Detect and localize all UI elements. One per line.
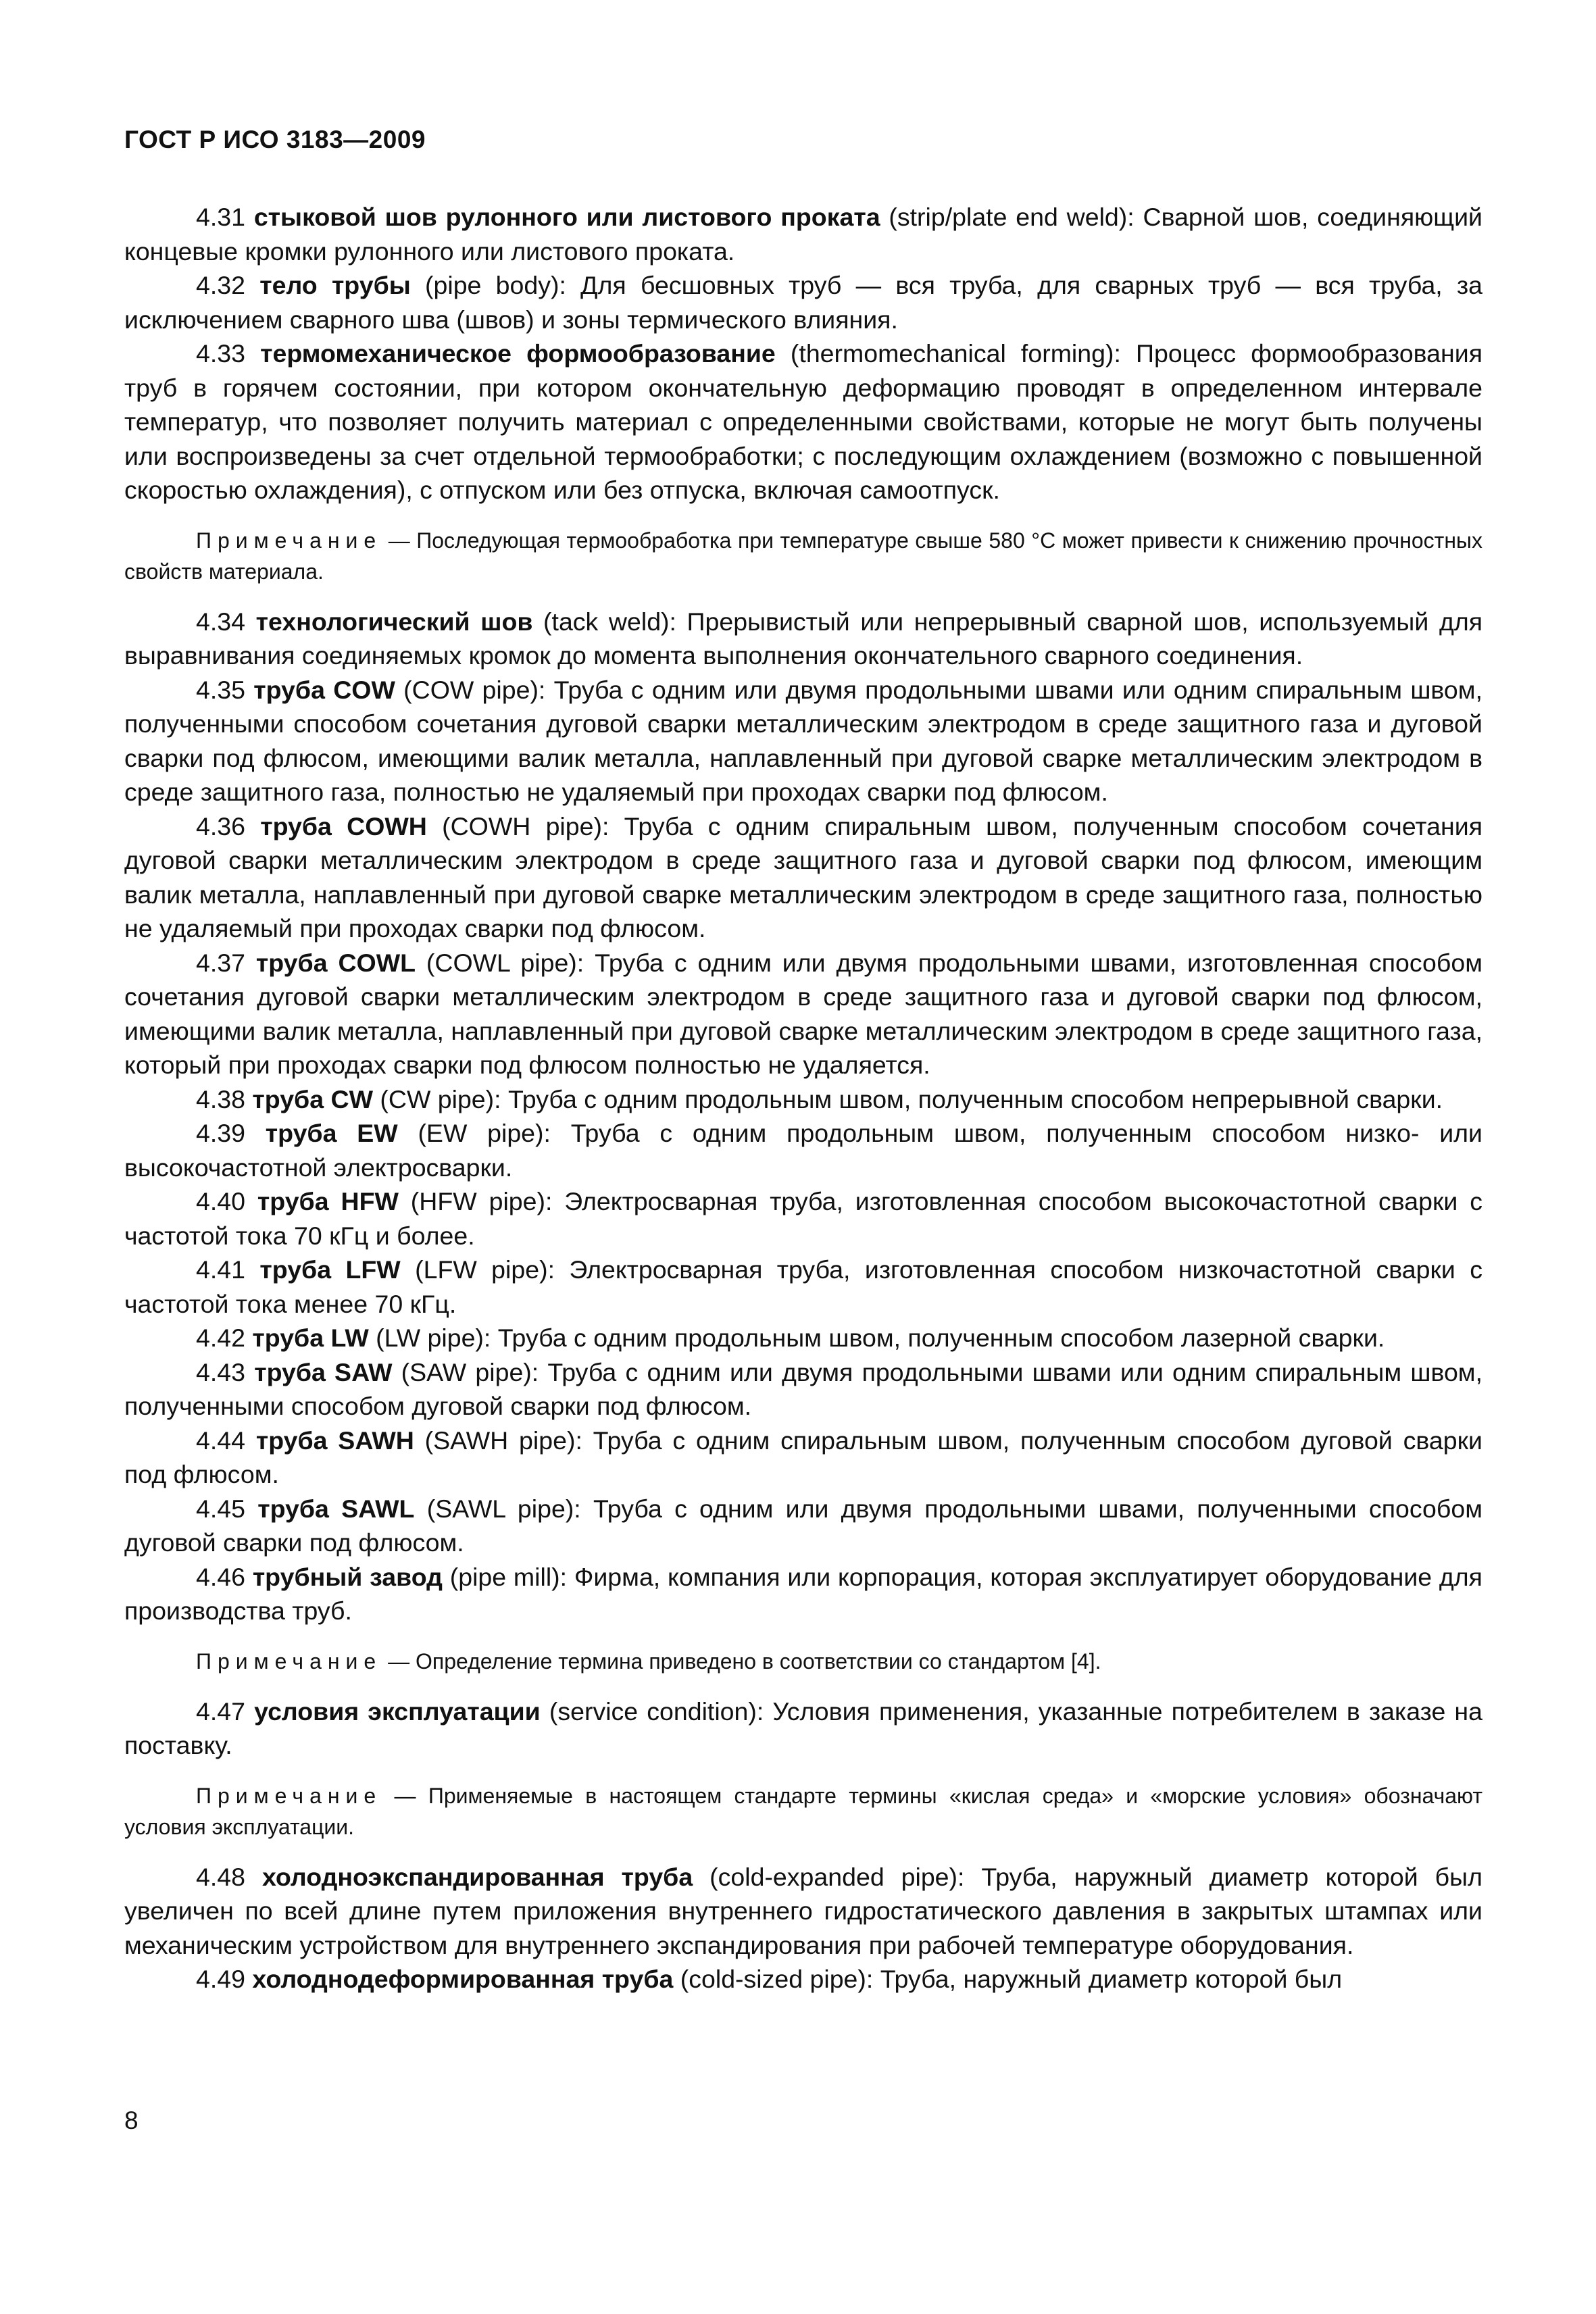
term-name: труба LW — [252, 1324, 369, 1352]
clause-number: 4.36 — [196, 811, 245, 840]
clause-number: 4.41 — [196, 1255, 245, 1284]
definition-paragraph — [124, 673, 1482, 809]
term-name: холодноэкспандированная труба — [261, 1862, 693, 1891]
definition-paragraph — [124, 809, 1482, 946]
definition-paragraph — [124, 1492, 1482, 1560]
document-header: ГОСТ Р ИСО 3183—2009 — [124, 126, 426, 153]
term-name: труба LFW — [259, 1255, 401, 1284]
term-definition: (service condition): Условия применения, указанные потребителем в заказе на поставку. — [124, 1696, 1483, 1759]
term-definition: (thermomechanical forming): Процесс формообразования труб в горячем состоянии, при котором окончательную деформацию проводят в определенном интервале температур, что позволяет получить материал с определенными свойствами, которые не могут быть получены или воспроизведены за счет отдельной термообработки; с последующим охлаждением (возможно с повышенной скоростью охлаждения), с отпуском или без отпуска, включая самоотпуск. — [124, 339, 1482, 504]
term-name: термомеханическое формообразование — [260, 339, 776, 368]
term-definition: (tack weld): Прерывистый или непрерывный сварной шов, используемый для выравнивания соединяемых кромок до момента выполнения окончательного сварного соединения. — [124, 607, 1483, 670]
term-definition: (strip/plate end weld): Сварной шов, соединяющий концевые кромки рулонного или листового проката. — [124, 203, 1482, 266]
term-definition: (SAW pipe): Труба с одним или двумя продольными швами или одним спиральным швом, полученными способом дуговой сварки под флюсом. — [124, 1357, 1482, 1420]
clause-number: 4.39 — [196, 1119, 245, 1147]
clause-number: 4.34 — [196, 607, 245, 636]
term-name: труба COWH — [260, 811, 427, 840]
term-definition: (COW pipe): Труба с одним или двумя продольными швами или одним спиральным швом, полученными способом сочетания дуговой сварки металлическим электродом в среде защитного газа и дуговой сварки под флюсом, имеющими валик металла, наплавленный при дуговой сварке металлическим электродом в среде защитного газа, полностью не удаляемый при проходах сварки под флюсом. — [124, 675, 1482, 806]
definition-paragraph — [124, 1116, 1482, 1184]
clause-number: 4.43 — [196, 1357, 245, 1386]
clause-number: 4.44 — [196, 1426, 245, 1455]
clause-number: 4.47 — [196, 1696, 245, 1726]
definition-paragraph — [124, 1424, 1482, 1492]
definition-paragraph — [124, 1321, 1482, 1355]
clause-number: 4.32 — [196, 271, 245, 299]
definition-paragraph — [124, 1860, 1482, 1963]
clause-number: 4.33 — [196, 339, 245, 368]
term-definition: (cold-expanded pipe): Труба, наружный диаметр которой был увеличен по всей длине путем приложения внутреннего гидростатического давления в закрытых штампах или механическим устройством для внутреннего экспандирования при рабочей температуре оборудования. — [124, 1862, 1482, 1959]
document-body — [124, 200, 1482, 1996]
definition-paragraph — [124, 1694, 1482, 1763]
clause-number: 4.35 — [196, 675, 245, 704]
term-name: труба SAW — [254, 1357, 393, 1386]
clause-number: 4.49 — [196, 1965, 245, 1993]
term-definition: (EW pipe): Труба с одним продольным швом, полученным способом низко- или высокочастотной электросварки. — [124, 1119, 1483, 1182]
term-definition: (pipe mill): Фирма, компания или корпорация, которая эксплуатирует оборудование для производства труб. — [124, 1562, 1482, 1625]
definition-paragraph — [124, 1184, 1482, 1253]
note-label: Примечание — [196, 528, 382, 553]
definition-paragraph — [124, 1253, 1482, 1321]
note-paragraph — [124, 1780, 1482, 1842]
clause-number: 4.38 — [196, 1084, 245, 1113]
term-name: труба EW — [265, 1119, 398, 1147]
term-definition: (SAWL pipe): Труба с одним или двумя продольными швами, полученными способом дуговой сварки под флюсом. — [124, 1494, 1483, 1557]
term-name: труба COWL — [255, 948, 416, 977]
note-text: — Последующая термообработка при температуре свыше 580 °С может привести к снижению прочностных свойств материала. — [124, 528, 1482, 584]
note-text: — Применяемые в настоящем стандарте термины «кислая среда» и «морские условия» обозначают условия эксплуатации. — [124, 1783, 1482, 1839]
term-name: тело трубы — [259, 271, 411, 299]
definition-paragraph — [124, 268, 1482, 336]
term-name: технологический шов — [255, 607, 533, 636]
clause-number: 4.46 — [196, 1562, 245, 1591]
note-label: Примечание — [196, 1649, 382, 1674]
clause-number: 4.48 — [196, 1862, 245, 1891]
term-definition: (COWL pipe): Труба с одним или двумя продольными швами, изготовленная способом сочетания дуговой сварки металлическим электродом в среде защитного газа и дуговой сварки под флюсом, имеющими валик металла, наплавленный при дуговой сварке металлическим электродом в среде защитного газа, который при проходах сварки под флюсом полностью не удаляется. — [124, 948, 1483, 1079]
term-definition: (LFW pipe): Электросварная труба, изготовленная способом низкочастотной сварки с частотой тока менее 70 кГц. — [124, 1255, 1483, 1318]
term-definition: (HFW pipe): Электросварная труба, изготовленная способом высокочастотной сварки с частотой тока 70 кГц и более. — [124, 1187, 1482, 1250]
definition-paragraph — [124, 200, 1482, 268]
term-name: труба SAWH — [255, 1426, 414, 1455]
term-definition: (CW pipe): Труба с одним продольным швом, полученным способом непрерывной сварки. — [372, 1084, 1443, 1113]
clause-number: 4.37 — [196, 948, 245, 977]
note-paragraph — [124, 1646, 1482, 1677]
term-definition: (LW pipe): Труба с одним продольным швом, полученным способом лазерной сварки. — [368, 1324, 1385, 1352]
term-name: труба CW — [252, 1084, 373, 1113]
clause-number: 4.40 — [196, 1187, 245, 1215]
note-label: Примечание — [196, 1783, 382, 1808]
clause-number: 4.45 — [196, 1494, 245, 1523]
definition-paragraph — [124, 1355, 1482, 1424]
note-paragraph — [124, 525, 1482, 587]
term-name: холоднодеформированная труба — [252, 1965, 674, 1993]
definition-paragraph — [124, 1962, 1482, 1996]
term-definition: (cold-sized pipe): Труба, наружный диаметр которой был — [673, 1965, 1343, 1993]
term-name: стыковой шов рулонного или листового проката — [253, 203, 880, 231]
definition-paragraph — [124, 605, 1482, 673]
term-name: труба COW — [253, 675, 395, 704]
definition-paragraph — [124, 336, 1482, 507]
clause-number: 4.31 — [196, 203, 245, 231]
term-name: труба HFW — [257, 1187, 399, 1215]
clause-number: 4.42 — [196, 1324, 245, 1352]
definition-paragraph — [124, 1560, 1482, 1628]
definition-paragraph — [124, 1082, 1482, 1117]
term-name: трубный завод — [252, 1562, 443, 1591]
term-definition: (SAWH pipe): Труба с одним спиральным швом, полученным способом дуговой сварки под флюсом. — [124, 1426, 1482, 1488]
term-name: условия эксплуатации — [254, 1696, 541, 1726]
page-number: 8 — [124, 2107, 139, 2134]
term-name: труба SAWL — [257, 1494, 415, 1523]
term-definition: (COWH pipe): Труба с одним спиральным швом, полученным способом сочетания дуговой сварки металлическим электродом в среде защитного газа и дуговой сварки под флюсом, имеющим валик металла, наплавленный при дуговой сварке металлическим электродом в среде защитного газа, полностью не удаляемый при проходах сварки под флюсом. — [124, 811, 1483, 942]
definition-paragraph — [124, 946, 1482, 1082]
term-definition: (pipe body): Для бесшовных труб — вся труба, для сварных труб — вся труба, за исключением сварного шва (швов) и зоны термического влияния. — [124, 271, 1483, 334]
note-text: — Определение термина приведено в соответствии со стандартом [4]. — [382, 1649, 1101, 1674]
